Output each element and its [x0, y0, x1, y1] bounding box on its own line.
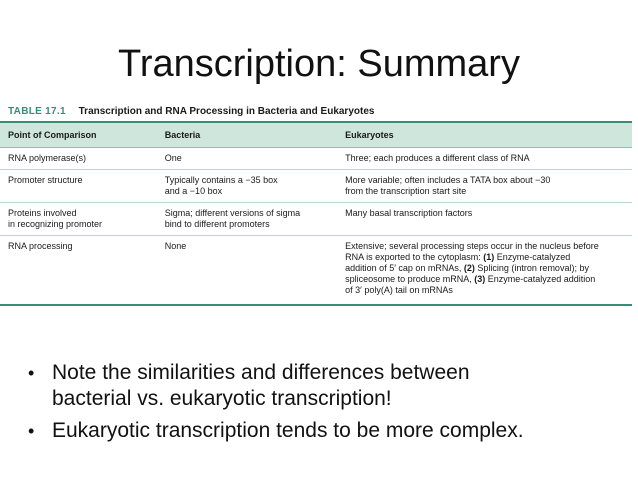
cell-point: RNA processing: [8, 241, 73, 251]
bullet-marker: •: [28, 363, 35, 383]
comparison-table: [0, 121, 632, 306]
cell-eukaryotes: More variable; often includes a TATA box about −30 from the transcription start site: [337, 170, 632, 203]
cell-bacteria: Sigma; different versions of sigma bind to different promoters: [157, 203, 337, 236]
table-title: Transcription and RNA Processing in Bacteria and Eukaryotes: [78, 106, 375, 117]
header-point-of-comparison: Point of Comparison: [0, 122, 157, 148]
cell-eukaryotes: Extensive; several processing steps occur in the nucleus before RNA is exported to the cytoplasm: (1) Enzyme-catalyzed addition of 5′ cap on mRNAs, (2) Splicing (intron removal); by spliceosome to produce mRNA, (3) Enzyme-catalyzed addition of 3′ poly(A) tail on mRNAs: [345, 241, 599, 295]
cell-bacteria: Typically contains a −35 box and a −10 box: [157, 170, 337, 203]
cell-point: Proteins involved in recognizing promoter: [0, 203, 157, 236]
table-header-row: [0, 122, 632, 148]
bullet-marker: •: [28, 421, 35, 441]
cell-bacteria: One: [157, 148, 337, 170]
table-row: [0, 236, 632, 306]
header-bacteria: Bacteria: [157, 122, 337, 148]
cell-eukaryotes: Three; each produces a different class of RNA: [337, 148, 632, 170]
bullet-list: [28, 360, 628, 450]
cell-eukaryotes: Many basal transcription factors: [337, 203, 632, 236]
header-eukaryotes: Eukaryotes: [337, 122, 632, 148]
slide-title: Transcription: Summary: [118, 43, 520, 85]
table-row: [0, 203, 632, 236]
table-number: TABLE 17.1: [8, 106, 66, 117]
table-row: [0, 148, 632, 170]
table-row: [0, 170, 632, 203]
cell-bacteria: None: [164, 241, 187, 251]
bullet-item: • Eukaryotic transcription tends to be more complex.: [28, 419, 524, 442]
cell-point: Promoter structure: [0, 170, 157, 203]
table-caption: [8, 105, 374, 119]
cell-point: RNA polymerase(s): [0, 148, 157, 170]
bullet-item: • Note the similarities and differences between bacterial vs. eukaryotic transcription!: [28, 361, 470, 410]
